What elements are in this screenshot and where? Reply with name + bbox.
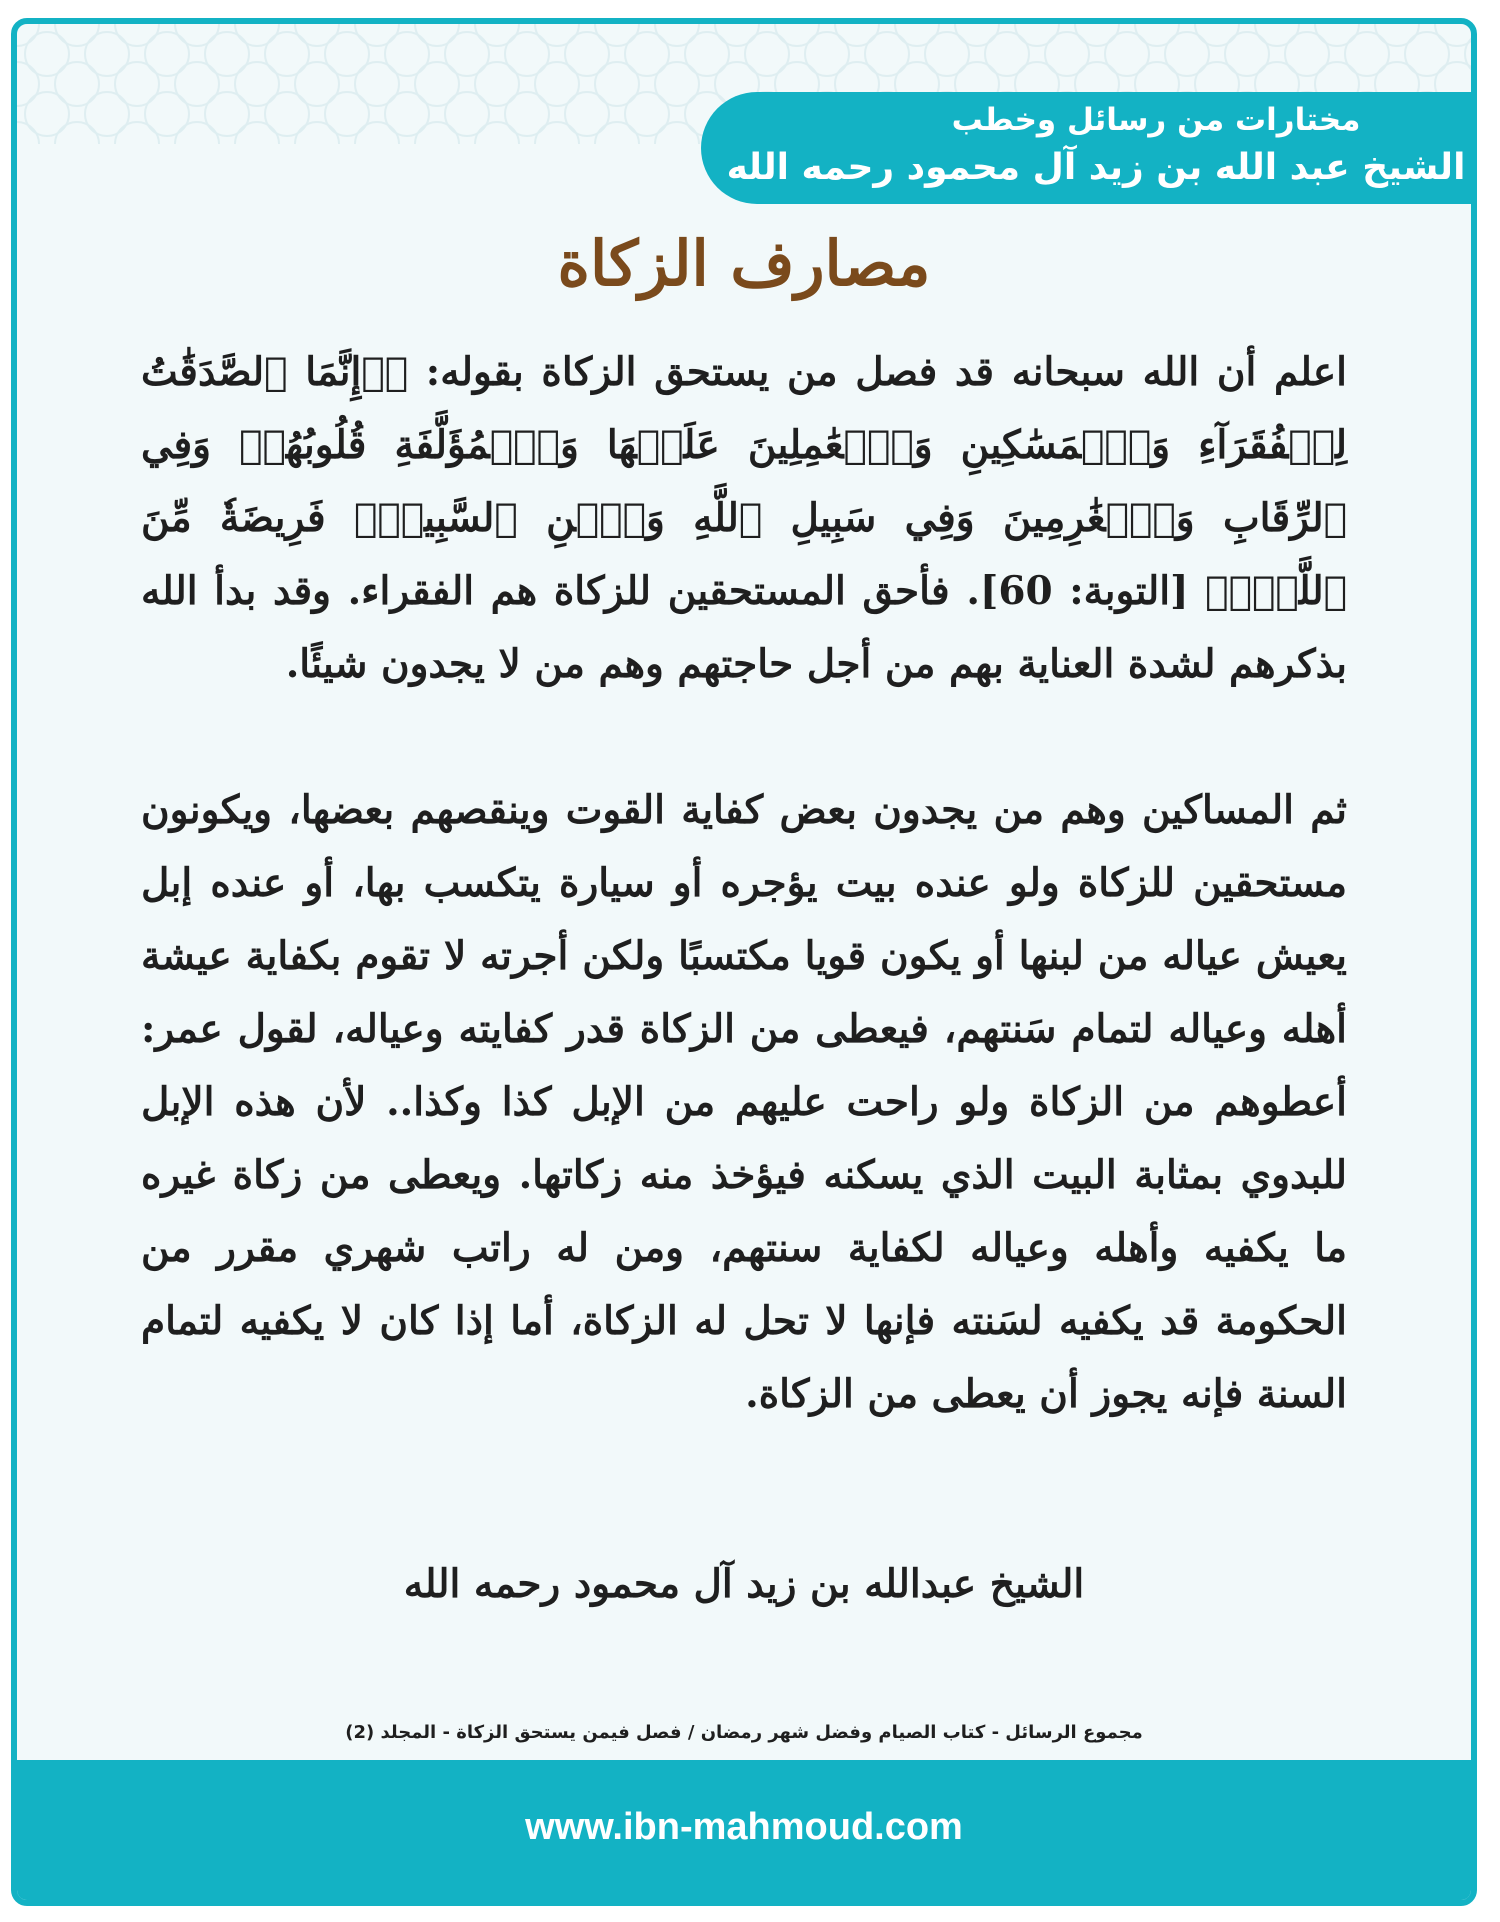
header-author: الشيخ عبد الله بن زيد آل محمود رحمه الله [726,147,1466,188]
source-reference: مجموع الرسائل - كتاب الصيام وفضل شهر رمضان / فصل فيمن يستحق الزكاة - المجلد (2) [345,1722,1143,1743]
page-title: مصارف الزكاة [557,227,931,300]
header-banner [701,92,1471,204]
website-link[interactable]: www.ibn-mahmoud.com [525,1806,963,1848]
paragraph-2: ثم المساكين وهم من يجدون بعض كفاية القوت وينقصهم بعضها، ويكونون مستحقين للزكاة ولو عنده بيت يؤجره أو سيارة يتكسب بها، أو عنده إبل يعيش عياله من لبنها أو يكون قويا مكتسبًا ولكن أجرته لا تقوم بكفاية عيشة أهله وعياله لتمام سَنتهم، فيعطى من الزكاة قدر كفايته وعياله، لقول عمر: أعطوهم من الزكاة ولو راحت عليهم من الإبل كذا وكذا.. لأن هذه الإبل للبدوي بمثابة البيت الذي يسكنه فيؤخذ منه زكاتها. ويعطى من زكاة غيره ما يكفيه وأهله وعياله لكفاية سنتهم، ومن له راتب شهري مقرر من الحكومة قد يكفيه لسَنته فإنها لا تحل له الزكاة، أما إذا كان لا يكفيه لتمام السنة فإنه يجوز أن يعطى من الزكاة. [141,787,1347,1417]
article-body [141,336,1347,1431]
footer-banner [17,1760,1471,1900]
page-frame [11,18,1477,1906]
paragraph-1: اعلم أن الله سبحانه قد فصل من يستحق الزكاة بقوله: ﴿۞إِنَّمَا ٱلصَّدَقَٰتُ لِلۡفُقَرَآءِ وَٱلۡمَسَٰكِينِ وَٱلۡعَٰمِلِينَ عَلَيۡهَا وَٱلۡمُؤَلَّفَةِ قُلُوبُهُمۡ وَفِي ٱلرِّقَابِ وَٱلۡغَٰرِمِينَ وَفِي سَبِيلِ ٱللَّهِ وَٱبۡنِ ٱلسَّبِيلِۖ فَرِيضَةٗ مِّنَ ٱللَّهِۗ﴾ [التوبة: 60]. فأحق المستحقين للزكاة هم الفقراء. وقد بدأ الله بذكرهم لشدة العناية بهم من أجل حاجتهم وهم من لا يجدون شيئًا. [141,349,1347,687]
header-series-title: مختارات من رسائل وخطب [951,102,1361,138]
author-signature: الشيخ عبدالله بن زيد آل محمود رحمه الله [403,1561,1085,1607]
